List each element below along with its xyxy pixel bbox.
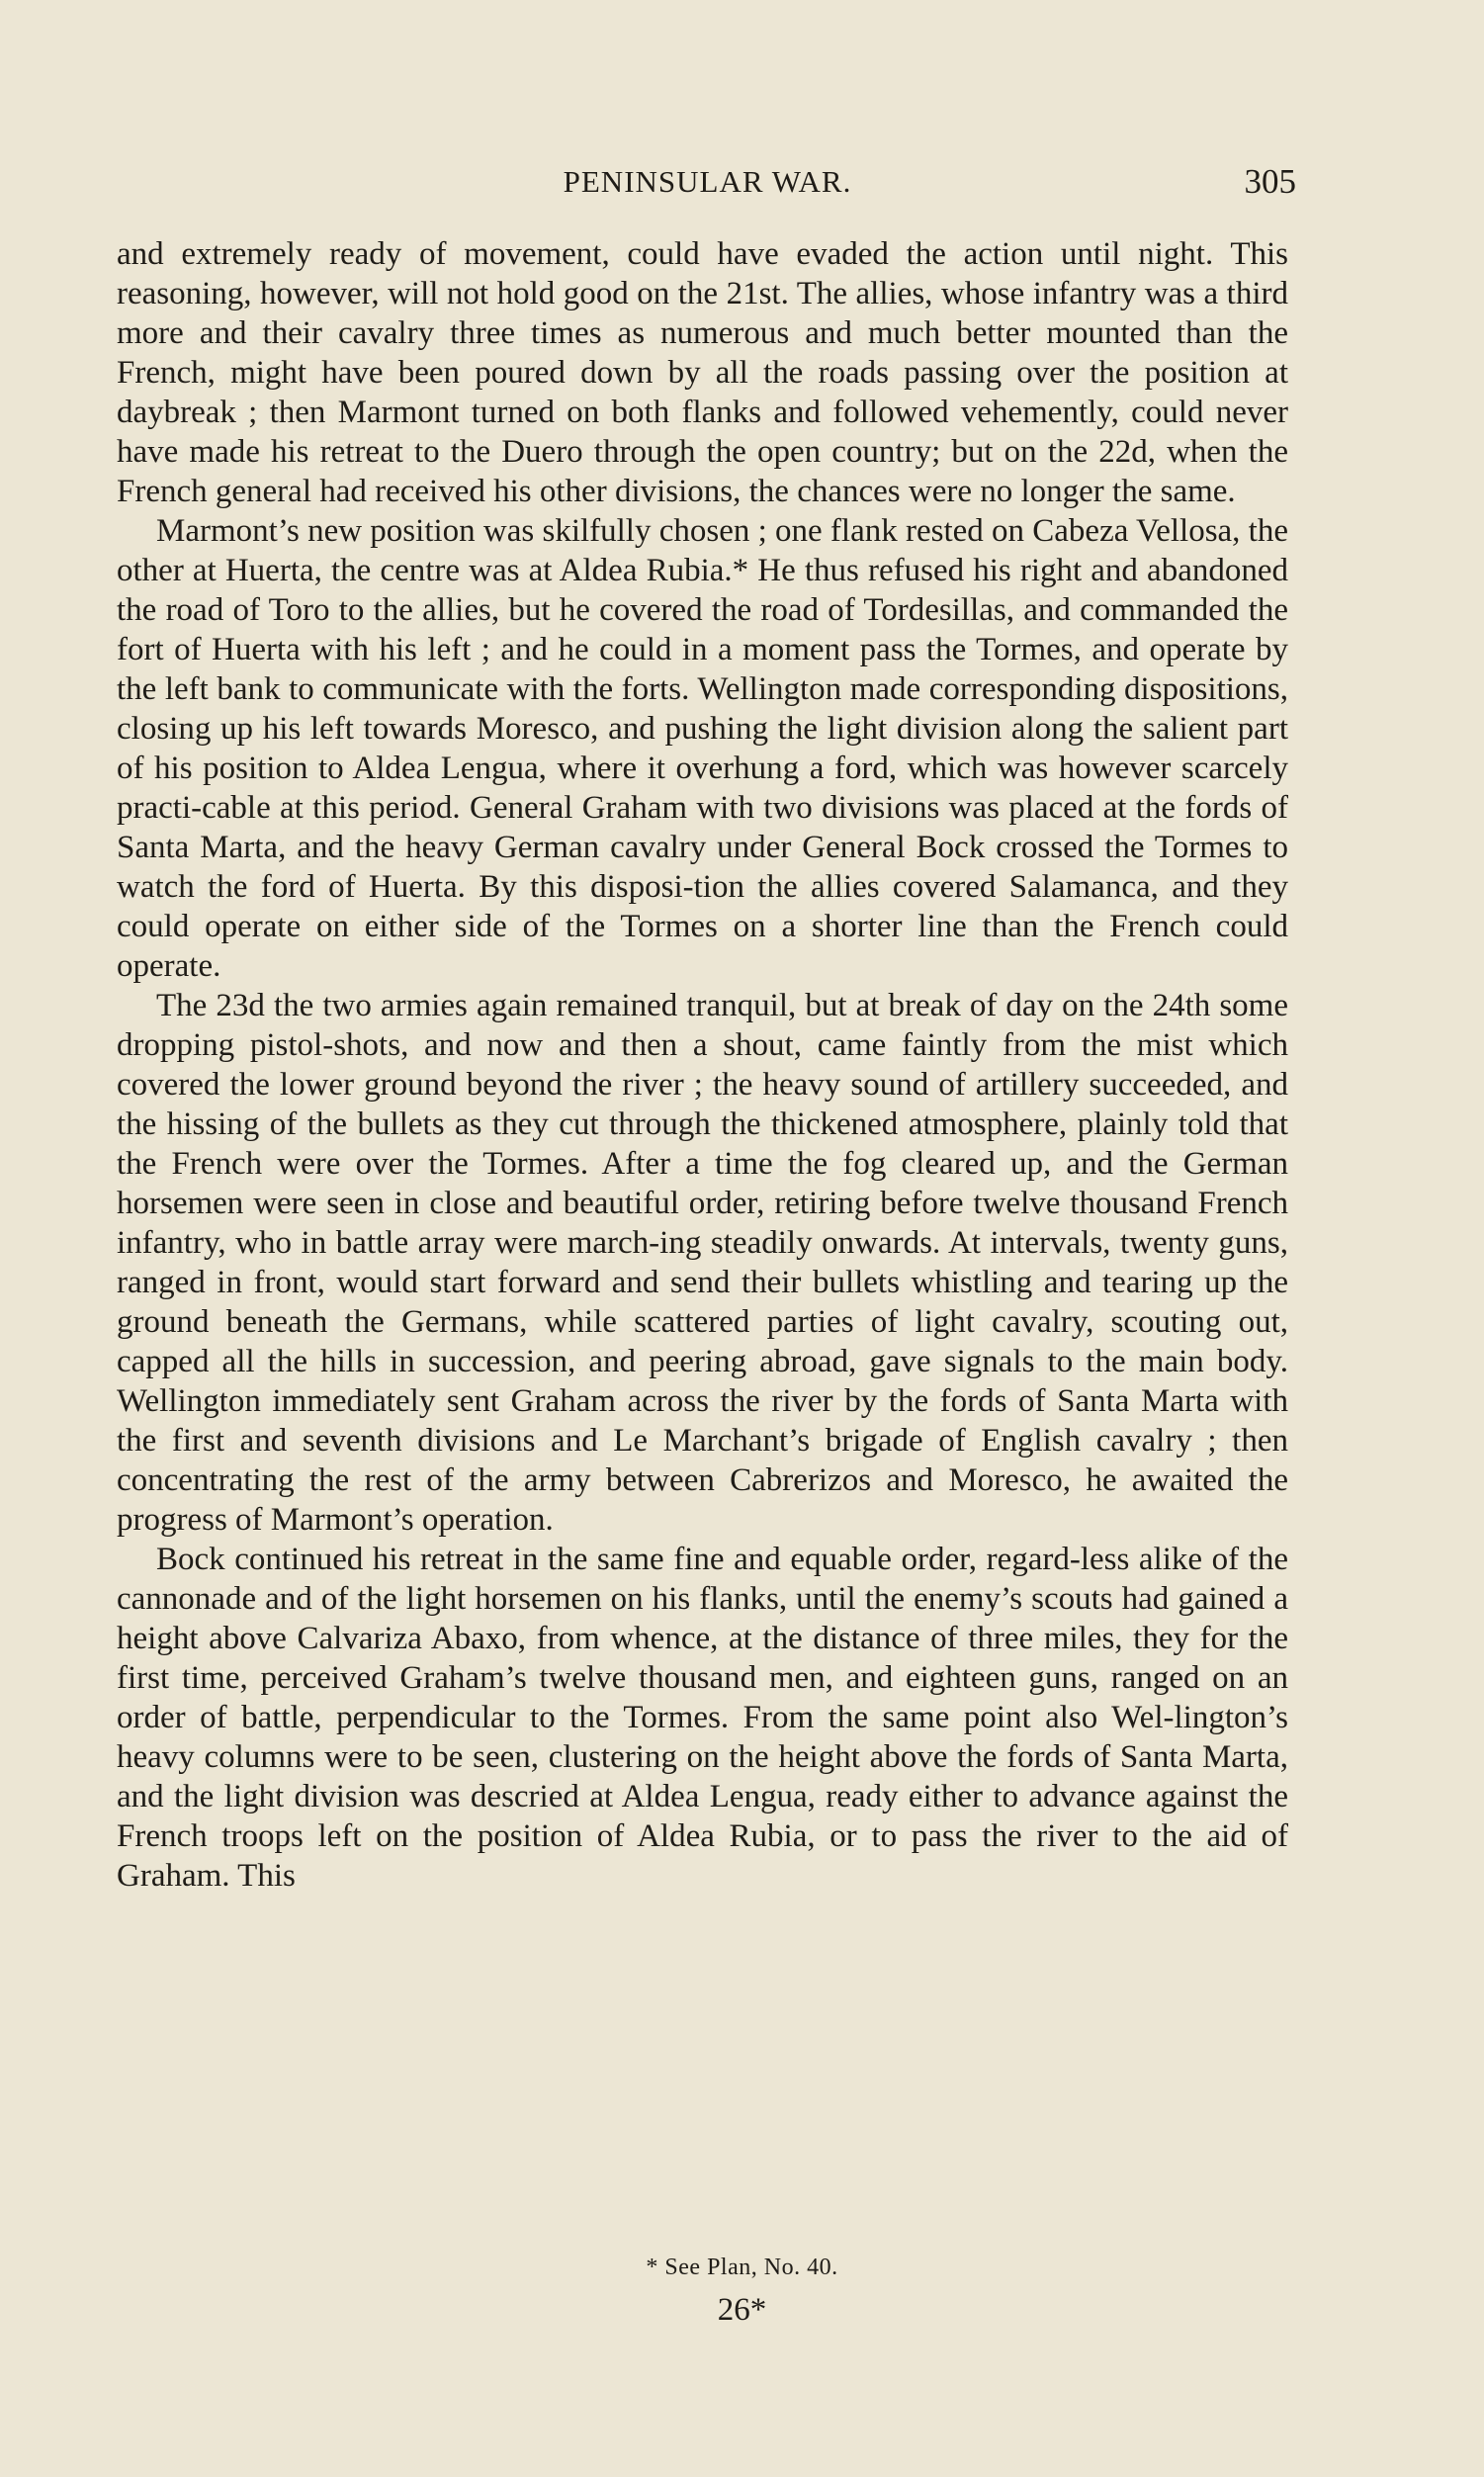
paragraph-1: and extremely ready of movement, could have evaded the action until night. This reasoning, however, will not hold good on the 21st. The allies, whose infantry was a third more and their cavalry three times as numerous and much better mounted than the French, might have been poured down by all the roads passing over the position at daybreak ; then Marmont turned on both flanks and followed vehemently, could never have made his retreat to the Duero through the open country; but on the 22d, when the French general had received his other divisions, the chances were no longer the same.: [117, 236, 1288, 509]
signature-mark: 26*: [717, 2292, 767, 2328]
page-header: [119, 148, 1296, 208]
footnote: * See Plan, No. 40.: [646, 2255, 838, 2280]
paragraph-2: Marmont’s new position was skilfully chosen ; one flank rested on Cabeza Vellosa, the other at Huerta, the centre was at Aldea Rubia.* He thus refused his right and abandoned the road of Toro to the allies, but he covered the road of Tordesillas, and commanded the fort of Huerta with his left ; and he could in a moment pass the Tormes, and operate by the left bank to communicate with the forts. Wellington made corresponding dispositions, closing up his left towards Moresco, and pushing the light division along the salient part of his position to Aldea Lengua, where it overhung a ford, which was however scarcely practi-cable at this period. General Graham with two divisions was placed at the fords of Santa Marta, and the heavy German cavalry under General Bock crossed the Tormes to watch the ford of Huerta. By this disposi-tion the allies covered Salamanca, and they could operate on either side of the Tormes on a shorter line than the French could operate.: [117, 513, 1288, 984]
main-text: [117, 234, 1288, 1896]
page-number: 305: [1244, 162, 1296, 201]
paragraph-4: Bock continued his retreat in the same fine and equable order, regard-less alike of the cannonade and of the light horsemen on his flanks, until the enemy’s scouts had gained a height above Calvariza Abaxo, from whence, at the distance of three miles, they for the first time, perceived Graham’s twelve thousand men, and eighteen guns, ranged on an order of battle, perpendicular to the Tormes. From the same point also Wel-lington’s heavy columns were to be seen, clustering on the height above the fords of Santa Marta, and the light division was descried at Aldea Lengua, ready either to advance against the French troops left on the position of Aldea Rubia, or to pass the river to the aid of Graham. This: [117, 1542, 1288, 1894]
running-title: PENINSULAR WAR.: [563, 164, 852, 199]
paragraph-3: The 23d the two armies again remained tranquil, but at break of day on the 24th some dropping pistol-shots, and now and then a shout, came faintly from the mist which covered the lower ground beyond the river ; the heavy sound of artillery succeeded, and the hissing of the bullets as they cut through the thickened atmosphere, plainly told that the French were over the Tormes. After a time the fog cleared up, and the German horsemen were seen in close and beautiful order, retiring before twelve thousand French infantry, who in battle array were march-ing steadily onwards. At intervals, twenty guns, ranged in front, would start forward and send their bullets whistling and tearing up the ground beneath the Germans, while scattered parties of light cavalry, scouting out, capped all the hills in succession, and peering abroad, gave signals to the main body. Wellington immediately sent Graham across the river by the fords of Santa Marta with the first and seventh divisions and Le Marchant’s brigade of English cavalry ; then concentrating the rest of the army between Cabrerizos and Moresco, he awaited the progress of Marmont’s operation.: [117, 988, 1288, 1538]
